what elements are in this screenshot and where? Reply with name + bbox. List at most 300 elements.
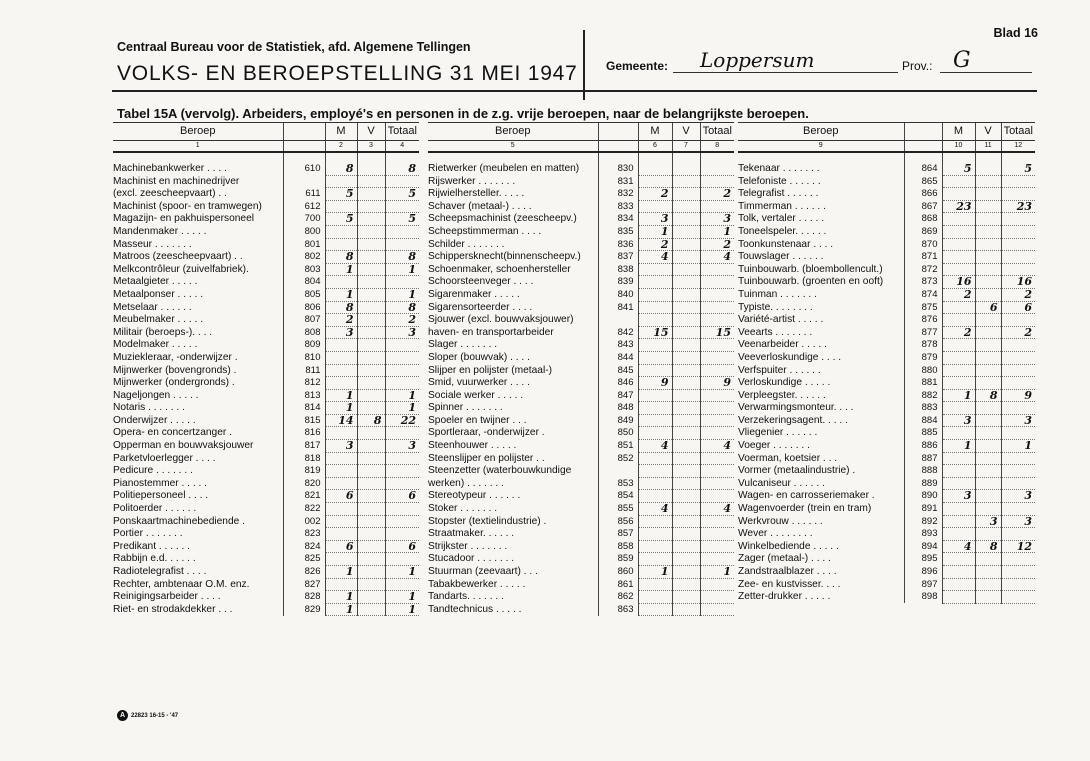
female-count[interactable]: [357, 163, 385, 175]
total-count[interactable]: [700, 339, 734, 352]
total-count[interactable]: 3: [700, 213, 734, 226]
total-count[interactable]: 3: [385, 440, 419, 453]
female-count[interactable]: [975, 288, 1001, 301]
female-count[interactable]: [357, 515, 385, 528]
female-count[interactable]: [672, 364, 700, 377]
male-count[interactable]: 4: [942, 540, 975, 553]
male-count[interactable]: [325, 477, 357, 490]
female-count[interactable]: [975, 175, 1001, 188]
male-count[interactable]: [325, 225, 357, 238]
female-count[interactable]: 6: [975, 301, 1001, 314]
total-count[interactable]: [700, 591, 734, 604]
total-count[interactable]: [385, 238, 419, 251]
female-count[interactable]: [357, 326, 385, 339]
total-count[interactable]: [1001, 452, 1035, 465]
total-count[interactable]: [700, 200, 734, 213]
male-count[interactable]: [942, 377, 975, 390]
total-count[interactable]: [385, 427, 419, 440]
male-count[interactable]: [942, 452, 975, 465]
female-count[interactable]: [672, 188, 700, 201]
female-count[interactable]: [672, 389, 700, 402]
female-count[interactable]: [672, 276, 700, 289]
female-count[interactable]: [975, 213, 1001, 226]
total-count[interactable]: 1: [385, 566, 419, 579]
total-count[interactable]: [385, 364, 419, 377]
female-count[interactable]: [975, 339, 1001, 352]
total-count[interactable]: [700, 163, 734, 175]
male-count[interactable]: [325, 377, 357, 390]
male-count[interactable]: [638, 163, 672, 175]
female-count[interactable]: [975, 452, 1001, 465]
male-count[interactable]: 1: [638, 225, 672, 238]
female-count[interactable]: [672, 477, 700, 490]
female-count[interactable]: [975, 465, 1001, 478]
female-count[interactable]: [357, 389, 385, 402]
male-count[interactable]: 5: [325, 188, 357, 201]
female-count[interactable]: [357, 540, 385, 553]
female-count[interactable]: [357, 477, 385, 490]
male-count[interactable]: [638, 515, 672, 528]
male-count[interactable]: 6: [325, 490, 357, 503]
female-count[interactable]: [357, 452, 385, 465]
female-count[interactable]: [357, 251, 385, 264]
total-count[interactable]: 4: [700, 251, 734, 264]
female-count[interactable]: [672, 301, 700, 314]
total-count[interactable]: 2: [1001, 288, 1035, 301]
total-count[interactable]: [700, 540, 734, 553]
total-count[interactable]: [1001, 578, 1035, 591]
male-count[interactable]: 1: [325, 402, 357, 415]
total-count[interactable]: [1001, 339, 1035, 352]
total-count[interactable]: 4: [700, 503, 734, 516]
total-count[interactable]: 5: [385, 188, 419, 201]
female-count[interactable]: [672, 591, 700, 604]
male-count[interactable]: [325, 515, 357, 528]
total-count[interactable]: 1: [1001, 440, 1035, 453]
female-count[interactable]: [975, 591, 1001, 604]
total-count[interactable]: [700, 452, 734, 465]
female-count[interactable]: [975, 578, 1001, 591]
female-count[interactable]: [672, 351, 700, 364]
female-count[interactable]: [357, 288, 385, 301]
male-count[interactable]: 2: [942, 326, 975, 339]
male-count[interactable]: 23: [942, 200, 975, 213]
total-count[interactable]: 1: [385, 389, 419, 402]
female-count[interactable]: [357, 213, 385, 226]
female-count[interactable]: [672, 326, 700, 339]
female-count[interactable]: [357, 351, 385, 364]
male-count[interactable]: [942, 238, 975, 251]
male-count[interactable]: [638, 175, 672, 188]
total-count[interactable]: [1001, 402, 1035, 415]
female-count[interactable]: [672, 314, 700, 327]
total-count[interactable]: [700, 364, 734, 377]
male-count[interactable]: [638, 364, 672, 377]
total-count[interactable]: [700, 301, 734, 314]
total-count[interactable]: [700, 553, 734, 566]
female-count[interactable]: [672, 503, 700, 516]
total-count[interactable]: 2: [700, 188, 734, 201]
total-count[interactable]: 9: [700, 377, 734, 390]
male-count[interactable]: [638, 477, 672, 490]
female-count[interactable]: [672, 251, 700, 264]
total-count[interactable]: [1001, 465, 1035, 478]
male-count[interactable]: [638, 553, 672, 566]
total-count[interactable]: [1001, 553, 1035, 566]
total-count[interactable]: [385, 528, 419, 541]
male-count[interactable]: [942, 553, 975, 566]
male-count[interactable]: [638, 465, 672, 478]
total-count[interactable]: 3: [1001, 490, 1035, 503]
total-count[interactable]: [700, 276, 734, 289]
female-count[interactable]: [357, 238, 385, 251]
female-count[interactable]: [672, 414, 700, 427]
male-count[interactable]: [638, 414, 672, 427]
total-count[interactable]: [385, 351, 419, 364]
male-count[interactable]: 2: [638, 238, 672, 251]
total-count[interactable]: [700, 263, 734, 276]
female-count[interactable]: [672, 288, 700, 301]
total-count[interactable]: 6: [385, 540, 419, 553]
female-count[interactable]: [975, 477, 1001, 490]
female-count[interactable]: 3: [975, 515, 1001, 528]
male-count[interactable]: [942, 528, 975, 541]
female-count[interactable]: [357, 603, 385, 616]
male-count[interactable]: [942, 591, 975, 604]
total-count[interactable]: [1001, 566, 1035, 579]
female-count[interactable]: [975, 276, 1001, 289]
female-count[interactable]: [975, 263, 1001, 276]
female-count[interactable]: [672, 490, 700, 503]
male-count[interactable]: [325, 276, 357, 289]
male-count[interactable]: 3: [942, 490, 975, 503]
total-count[interactable]: 6: [385, 490, 419, 503]
male-count[interactable]: 2: [942, 288, 975, 301]
total-count[interactable]: [700, 490, 734, 503]
total-count[interactable]: 1: [385, 402, 419, 415]
total-count[interactable]: 1: [700, 566, 734, 579]
female-count[interactable]: [975, 553, 1001, 566]
female-count[interactable]: [672, 540, 700, 553]
female-count[interactable]: [357, 377, 385, 390]
total-count[interactable]: 16: [1001, 276, 1035, 289]
total-count[interactable]: 15: [700, 326, 734, 339]
male-count[interactable]: [638, 351, 672, 364]
male-count[interactable]: [325, 578, 357, 591]
total-count[interactable]: [700, 578, 734, 591]
total-count[interactable]: 1: [385, 603, 419, 616]
male-count[interactable]: [325, 465, 357, 478]
male-count[interactable]: [942, 175, 975, 188]
female-count[interactable]: [357, 553, 385, 566]
male-count[interactable]: 1: [325, 603, 357, 616]
male-count[interactable]: [638, 276, 672, 289]
female-count[interactable]: [357, 314, 385, 327]
female-count[interactable]: [672, 238, 700, 251]
total-count[interactable]: [385, 477, 419, 490]
female-count[interactable]: [975, 377, 1001, 390]
male-count[interactable]: [942, 339, 975, 352]
male-count[interactable]: 8: [325, 251, 357, 264]
female-count[interactable]: [975, 427, 1001, 440]
male-count[interactable]: [638, 263, 672, 276]
female-count[interactable]: [357, 503, 385, 516]
male-count[interactable]: 1: [325, 389, 357, 402]
total-count[interactable]: [1001, 175, 1035, 188]
female-count[interactable]: [672, 427, 700, 440]
female-count[interactable]: [357, 200, 385, 213]
female-count[interactable]: [672, 578, 700, 591]
male-count[interactable]: 6: [325, 540, 357, 553]
total-count[interactable]: 5: [385, 213, 419, 226]
total-count[interactable]: 1: [385, 591, 419, 604]
total-count[interactable]: [700, 427, 734, 440]
female-count[interactable]: [672, 213, 700, 226]
male-count[interactable]: [638, 578, 672, 591]
male-count[interactable]: 8: [325, 163, 357, 175]
total-count[interactable]: [385, 339, 419, 352]
female-count[interactable]: [975, 188, 1001, 201]
male-count[interactable]: [325, 427, 357, 440]
total-count[interactable]: [1001, 427, 1035, 440]
female-count[interactable]: 8: [975, 389, 1001, 402]
total-count[interactable]: [700, 603, 734, 616]
female-count[interactable]: 8: [975, 540, 1001, 553]
total-count[interactable]: [1001, 477, 1035, 490]
male-count[interactable]: [638, 314, 672, 327]
female-count[interactable]: [357, 225, 385, 238]
total-count[interactable]: 2: [385, 314, 419, 327]
female-count[interactable]: [357, 440, 385, 453]
female-count[interactable]: [357, 175, 385, 188]
total-count[interactable]: 3: [1001, 515, 1035, 528]
total-count[interactable]: 12: [1001, 540, 1035, 553]
male-count[interactable]: [638, 301, 672, 314]
male-count[interactable]: 5: [942, 163, 975, 175]
male-count[interactable]: [942, 566, 975, 579]
male-count[interactable]: [325, 175, 357, 188]
total-count[interactable]: [1001, 314, 1035, 327]
male-count[interactable]: [942, 351, 975, 364]
female-count[interactable]: [672, 566, 700, 579]
male-count[interactable]: 8: [325, 301, 357, 314]
female-count[interactable]: [357, 591, 385, 604]
male-count[interactable]: 16: [942, 276, 975, 289]
total-count[interactable]: [1001, 225, 1035, 238]
male-count[interactable]: [638, 389, 672, 402]
female-count[interactable]: [357, 301, 385, 314]
female-count[interactable]: [357, 566, 385, 579]
total-count[interactable]: [385, 200, 419, 213]
female-count[interactable]: [672, 452, 700, 465]
male-count[interactable]: [638, 591, 672, 604]
female-count[interactable]: [975, 163, 1001, 175]
total-count[interactable]: [700, 465, 734, 478]
female-count[interactable]: [672, 553, 700, 566]
male-count[interactable]: [942, 427, 975, 440]
total-count[interactable]: [385, 578, 419, 591]
total-count[interactable]: [1001, 213, 1035, 226]
total-count[interactable]: [1001, 188, 1035, 201]
female-count[interactable]: [357, 188, 385, 201]
total-count[interactable]: [1001, 528, 1035, 541]
total-count[interactable]: [700, 314, 734, 327]
total-count[interactable]: [1001, 503, 1035, 516]
female-count[interactable]: 8: [357, 414, 385, 427]
total-count[interactable]: [385, 377, 419, 390]
female-count[interactable]: [672, 515, 700, 528]
female-count[interactable]: [357, 465, 385, 478]
total-count[interactable]: [1001, 377, 1035, 390]
male-count[interactable]: 3: [638, 213, 672, 226]
female-count[interactable]: [672, 528, 700, 541]
male-count[interactable]: [638, 603, 672, 616]
female-count[interactable]: [975, 200, 1001, 213]
male-count[interactable]: [325, 503, 357, 516]
female-count[interactable]: [975, 351, 1001, 364]
male-count[interactable]: 4: [638, 251, 672, 264]
male-count[interactable]: [325, 351, 357, 364]
male-count[interactable]: [942, 364, 975, 377]
male-count[interactable]: 3: [942, 414, 975, 427]
total-count[interactable]: 22: [385, 414, 419, 427]
female-count[interactable]: [975, 414, 1001, 427]
total-count[interactable]: [1001, 251, 1035, 264]
male-count[interactable]: [942, 314, 975, 327]
total-count[interactable]: 3: [385, 326, 419, 339]
total-count[interactable]: 9: [1001, 389, 1035, 402]
male-count[interactable]: 15: [638, 326, 672, 339]
male-count[interactable]: [942, 465, 975, 478]
female-count[interactable]: [975, 314, 1001, 327]
male-count[interactable]: 1: [942, 389, 975, 402]
male-count[interactable]: 4: [638, 440, 672, 453]
male-count[interactable]: 2: [325, 314, 357, 327]
male-count[interactable]: [638, 200, 672, 213]
male-count[interactable]: 4: [638, 503, 672, 516]
total-count[interactable]: 1: [700, 225, 734, 238]
male-count[interactable]: [638, 540, 672, 553]
total-count[interactable]: [385, 452, 419, 465]
total-count[interactable]: [700, 402, 734, 415]
female-count[interactable]: [357, 427, 385, 440]
male-count[interactable]: 1: [638, 566, 672, 579]
female-count[interactable]: [672, 440, 700, 453]
female-count[interactable]: [975, 503, 1001, 516]
total-count[interactable]: 23: [1001, 200, 1035, 213]
male-count[interactable]: 1: [325, 263, 357, 276]
total-count[interactable]: 8: [385, 163, 419, 175]
male-count[interactable]: 14: [325, 414, 357, 427]
total-count[interactable]: 8: [385, 251, 419, 264]
male-count[interactable]: [638, 427, 672, 440]
female-count[interactable]: [975, 566, 1001, 579]
male-count[interactable]: [942, 188, 975, 201]
total-count[interactable]: [385, 276, 419, 289]
male-count[interactable]: [942, 225, 975, 238]
male-count[interactable]: [325, 553, 357, 566]
female-count[interactable]: [357, 364, 385, 377]
male-count[interactable]: [325, 364, 357, 377]
female-count[interactable]: [672, 339, 700, 352]
male-count[interactable]: [325, 452, 357, 465]
female-count[interactable]: [975, 440, 1001, 453]
total-count[interactable]: [385, 225, 419, 238]
total-count[interactable]: 5: [1001, 163, 1035, 175]
female-count[interactable]: [357, 263, 385, 276]
male-count[interactable]: [942, 578, 975, 591]
total-count[interactable]: [700, 288, 734, 301]
female-count[interactable]: [975, 251, 1001, 264]
male-count[interactable]: [942, 402, 975, 415]
total-count[interactable]: [1001, 238, 1035, 251]
total-count[interactable]: [385, 175, 419, 188]
total-count[interactable]: [385, 465, 419, 478]
male-count[interactable]: [942, 301, 975, 314]
female-count[interactable]: [357, 402, 385, 415]
total-count[interactable]: [385, 515, 419, 528]
male-count[interactable]: 1: [325, 566, 357, 579]
total-count[interactable]: 2: [700, 238, 734, 251]
male-count[interactable]: [638, 402, 672, 415]
female-count[interactable]: [672, 200, 700, 213]
male-count[interactable]: [638, 452, 672, 465]
male-count[interactable]: [638, 288, 672, 301]
total-count[interactable]: 2: [1001, 326, 1035, 339]
male-count[interactable]: [638, 339, 672, 352]
female-count[interactable]: [672, 465, 700, 478]
male-count[interactable]: 1: [325, 288, 357, 301]
total-count[interactable]: [1001, 263, 1035, 276]
male-count[interactable]: 3: [325, 440, 357, 453]
male-count[interactable]: [942, 477, 975, 490]
female-count[interactable]: [357, 339, 385, 352]
total-count[interactable]: [1001, 591, 1035, 604]
male-count[interactable]: [942, 213, 975, 226]
total-count[interactable]: [700, 389, 734, 402]
total-count[interactable]: [700, 351, 734, 364]
female-count[interactable]: [672, 402, 700, 415]
total-count[interactable]: 4: [700, 440, 734, 453]
total-count[interactable]: [1001, 351, 1035, 364]
male-count[interactable]: 5: [325, 213, 357, 226]
male-count[interactable]: [325, 528, 357, 541]
male-count[interactable]: [942, 503, 975, 516]
female-count[interactable]: [672, 163, 700, 175]
total-count[interactable]: [385, 553, 419, 566]
male-count[interactable]: 9: [638, 377, 672, 390]
total-count[interactable]: [700, 528, 734, 541]
female-count[interactable]: [975, 238, 1001, 251]
female-count[interactable]: [672, 377, 700, 390]
total-count[interactable]: [700, 477, 734, 490]
male-count[interactable]: 1: [325, 591, 357, 604]
female-count[interactable]: [975, 326, 1001, 339]
female-count[interactable]: [975, 225, 1001, 238]
total-count[interactable]: 3: [1001, 414, 1035, 427]
female-count[interactable]: [357, 276, 385, 289]
total-count[interactable]: [700, 414, 734, 427]
total-count[interactable]: 6: [1001, 301, 1035, 314]
total-count[interactable]: [385, 503, 419, 516]
male-count[interactable]: 2: [638, 188, 672, 201]
total-count[interactable]: 1: [385, 263, 419, 276]
total-count[interactable]: [1001, 364, 1035, 377]
female-count[interactable]: [357, 528, 385, 541]
female-count[interactable]: [357, 578, 385, 591]
male-count[interactable]: [638, 528, 672, 541]
female-count[interactable]: [975, 490, 1001, 503]
